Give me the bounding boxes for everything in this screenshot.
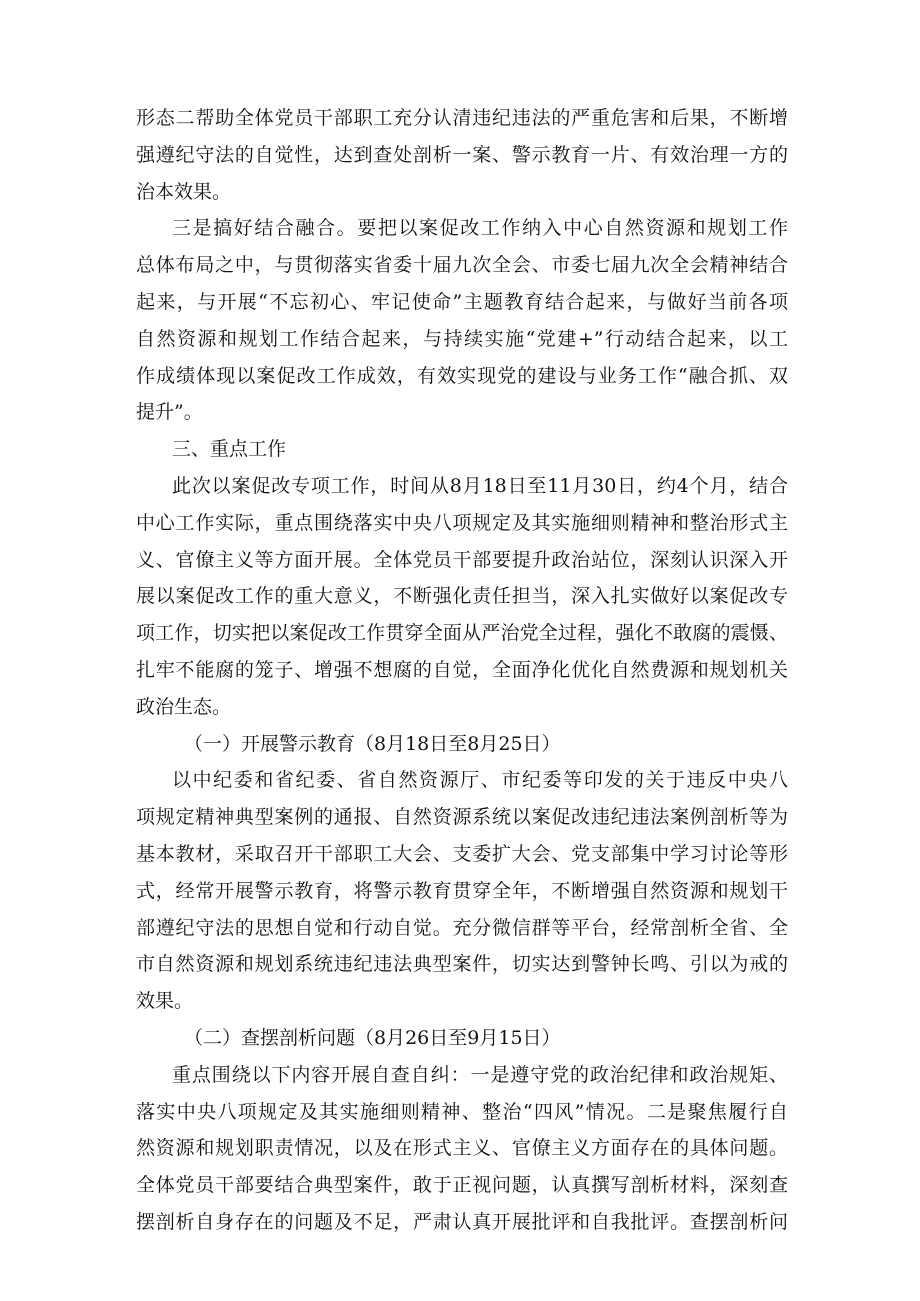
heading-text: 三、重点工作 (172, 438, 287, 461)
text-line: 重点围绕以下内容开展自查自纠：一是遵守党的政治纪律和政治规矩、 (172, 1063, 788, 1086)
text-line: 中心工作实际，重点围绕落实中央八项规定及其实施细则精神和整治形式主 (136, 511, 788, 534)
text-line: 总体布局之中，与贯彻落实省委十届九次全会、市委七届九次全会精神结合 (136, 254, 788, 277)
text-line: 强遵纪守法的自觉性，达到查处剖析一案、警示教育一片、有效治理一方的 (136, 143, 788, 166)
text-line: 展以案促改工作的重大意义，不断强化责任担当，深入扎实做好以案促改专 (136, 585, 788, 608)
text-line: 义、官僚主义等方面开展。全体党员干部要提升政治站位，深刻认识深入开 (136, 548, 788, 571)
paragraph-continuation (136, 100, 788, 210)
text-line: 治本效果。 (136, 180, 232, 203)
text-line: 项规定精神典型案例的通报、自然资源系统以案促改违纪违法案例剖析等为 (136, 806, 788, 829)
text-line: 自然资源和规划工作结合起来，与持续实施“党建+”行动结合起来，以工 (136, 327, 788, 350)
text-line: 形态二帮助全体党员干部职工充分认清违纪违法的严重危害和后果，不断增 (136, 107, 788, 129)
text-line: 效果。 (136, 990, 194, 1013)
text-line: 摆剖析自身存在的问题及不足，严肃认真开展批评和自我批评。查摆剖析问 (136, 1210, 788, 1233)
document-page (136, 100, 788, 1241)
paragraph-self-inspection (136, 1057, 788, 1241)
paragraph-warning-education (136, 762, 788, 1020)
text-line: 全体党员干部要结合典型案件，敢于正视问题，认真撰写剖析材料，深刻查 (136, 1174, 788, 1197)
section-heading (136, 431, 788, 468)
text-line: 三是搞好结合融合。要把以案促改工作纳入中心自然资源和规划工作 (172, 217, 788, 240)
text-line: 基本教材，采取召开干部职工大会、支委扩大会、党支部集中学习讨论等形 (136, 842, 788, 865)
paragraph-overview (136, 468, 788, 726)
paragraph-integration (136, 210, 788, 431)
text-line: 部遵纪守法的思想自觉和行动自觉。充分微信群等平台，经常剖析全省、全 (136, 916, 788, 939)
text-line: 此次以案促改专项工作，时间从8月18日至11月30日，约4个月，结合 (172, 474, 788, 497)
text-line: 提升”。 (136, 401, 203, 424)
text-line: 落实中央八项规定及其实施细则精神、整治“四风”情况。二是聚焦履行自 (136, 1100, 788, 1123)
text-line: 然资源和规划职责情况，以及在形式主义、官僚主义方面存在的具体问题。 (136, 1137, 788, 1160)
text-line: 政治生态。 (136, 695, 232, 718)
text-line: 以中纪委和省纪委、省自然资源厅、市纪委等印发的关于违反中央八 (172, 769, 788, 792)
text-line: 作成绩体现以案促改工作成效，有效实现党的建设与业务工作“融合抓、双 (136, 364, 788, 387)
subsection-heading-2 (136, 1020, 788, 1057)
text-line: 式，经常开展警示教育，将警示教育贯穿全年，不断增强自然资源和规划干 (136, 879, 788, 902)
text-line: 项工作，切实把以案促改工作贯穿全面从严治党全过程，强化不敢腐的震慑、 (136, 622, 788, 645)
heading-text: （二）查摆剖析问题（8月26日至9月15日） (184, 1026, 561, 1049)
text-line: 市自然资源和规划系统违纪违法典型案件，切实达到警钟长鸣、引以为戒的 (136, 953, 788, 976)
subsection-heading-1 (136, 726, 788, 763)
heading-text: （一）开展警示教育（8月18日至8月25日） (184, 732, 561, 755)
text-line: 起来，与开展“不忘初心、牢记使命”主题教育结合起来，与做好当前各项 (136, 290, 788, 313)
text-line: 扎牢不能腐的笼子、增强不想腐的自觉，全面净化优化自然费源和规划机关 (136, 658, 788, 681)
